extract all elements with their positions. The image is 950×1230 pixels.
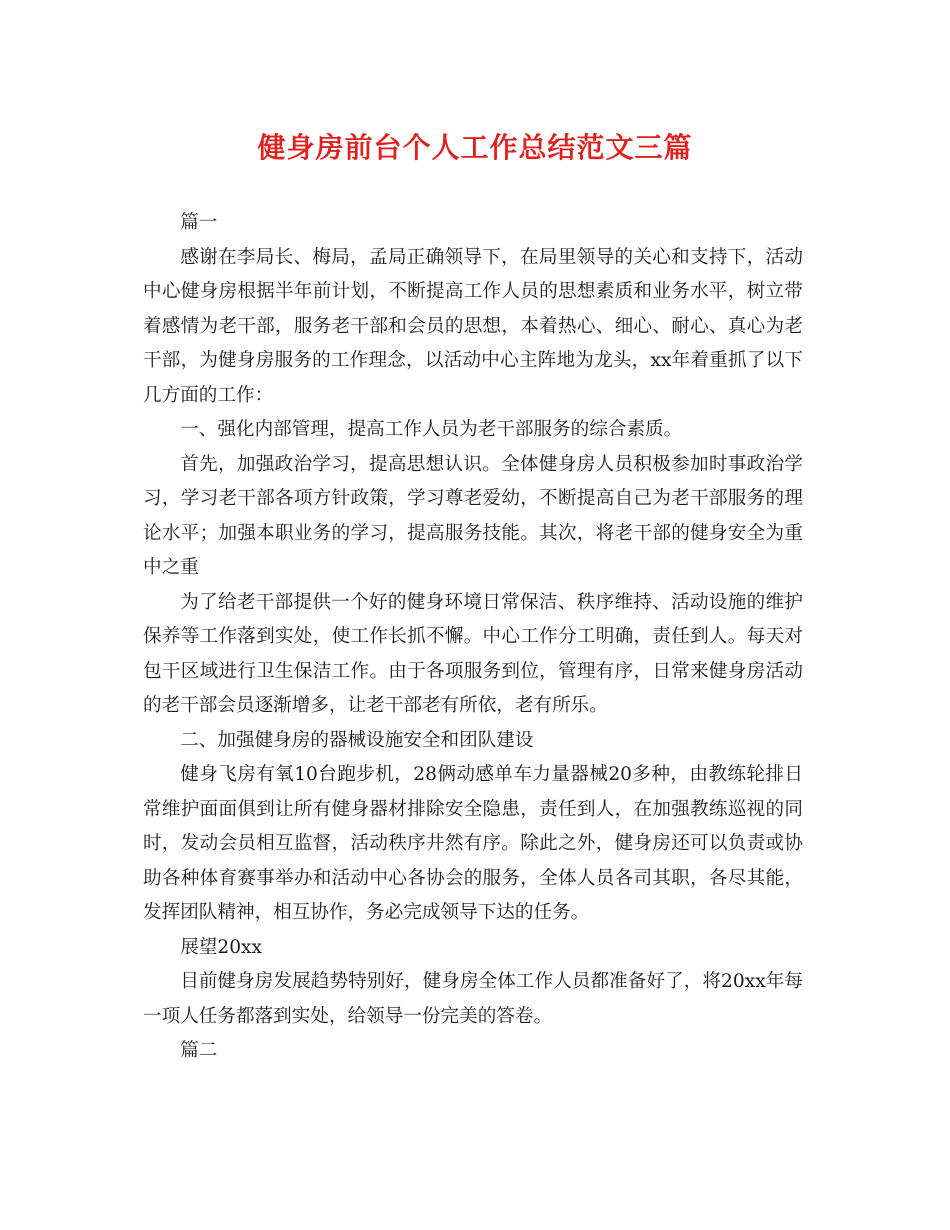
section-heading-part-two: 篇二 [180, 1040, 218, 1061]
paragraph-introduction: 感谢在李局长、梅局，孟局正确领导下，在局里领导的关心和支持下，活动中心健身房根据半年前计划，不断提高工作人员的思想素质和业务水平，树立带着感情为老干部，服务老干部和会员的思想，本着热心、细心、耐心、真心为老干部，为健身房服务的工作理念，以活动中心主阵地为龙头，xx年着重抓了以下几方面的工作： [143, 246, 803, 406]
section-heading-part-one: 篇一 [180, 212, 218, 233]
paragraph-equipment: 健身飞房有氧10台跑步机，28俩动感单车力量器械20多种，由教练轮排日常维护面面俱到让所有健身器材排除安全隐患，责任到人，在加强教练巡视的同时，发动会员相互监督，活动秩序井然有序。除此之外，健身房还可以负责或协助各种体育赛事举办和活动中心各协会的服务，全体人员各司其职，各尽其能，发挥团队精神，相互协作，务必完成领导下达的任务。 [143, 764, 803, 923]
section-heading-outlook: 展望20xx [180, 936, 263, 958]
paragraph-fitness-environment: 为了给老干部提供一个好的健身环境日常保洁、秩序维持、活动设施的维护保养等工作落到实处，使工作长抓不懈。中心工作分工明确，责任到人。每天对包干区域进行卫生保洁工作。由于各项服务到位，管理有序，日常来健身房活动的老干部会员逐渐增多，让老干部老有所依，老有所乐。 [143, 591, 803, 716]
paragraph-political-study: 首先，加强政治学习，提高思想认识。全体健身房人员积极参加时事政治学习，学习老干部各项方针政策，学习尊老爱幼，不断提高自己为老干部服务的理论水平；加强本职业务的学习，提高服务技能。其次，将老干部的健身安全为重中之重 [143, 453, 803, 578]
document-body [143, 206, 803, 1069]
section-heading-internal-management: 一、强化内部管理，提高工作人员为老干部服务的综合素质。 [180, 419, 683, 440]
document-title: 健身房前台个人工作总结范文三篇 [257, 131, 693, 164]
paragraph-outlook: 目前健身房发展趋势特别好，健身房全体工作人员都准备好了，将20xx年每一项人任务都落到实处，给领导一份完美的答卷。 [143, 971, 803, 1027]
section-heading-equipment-safety: 二、加强健身房的器械设施安全和团队建设 [180, 729, 534, 751]
